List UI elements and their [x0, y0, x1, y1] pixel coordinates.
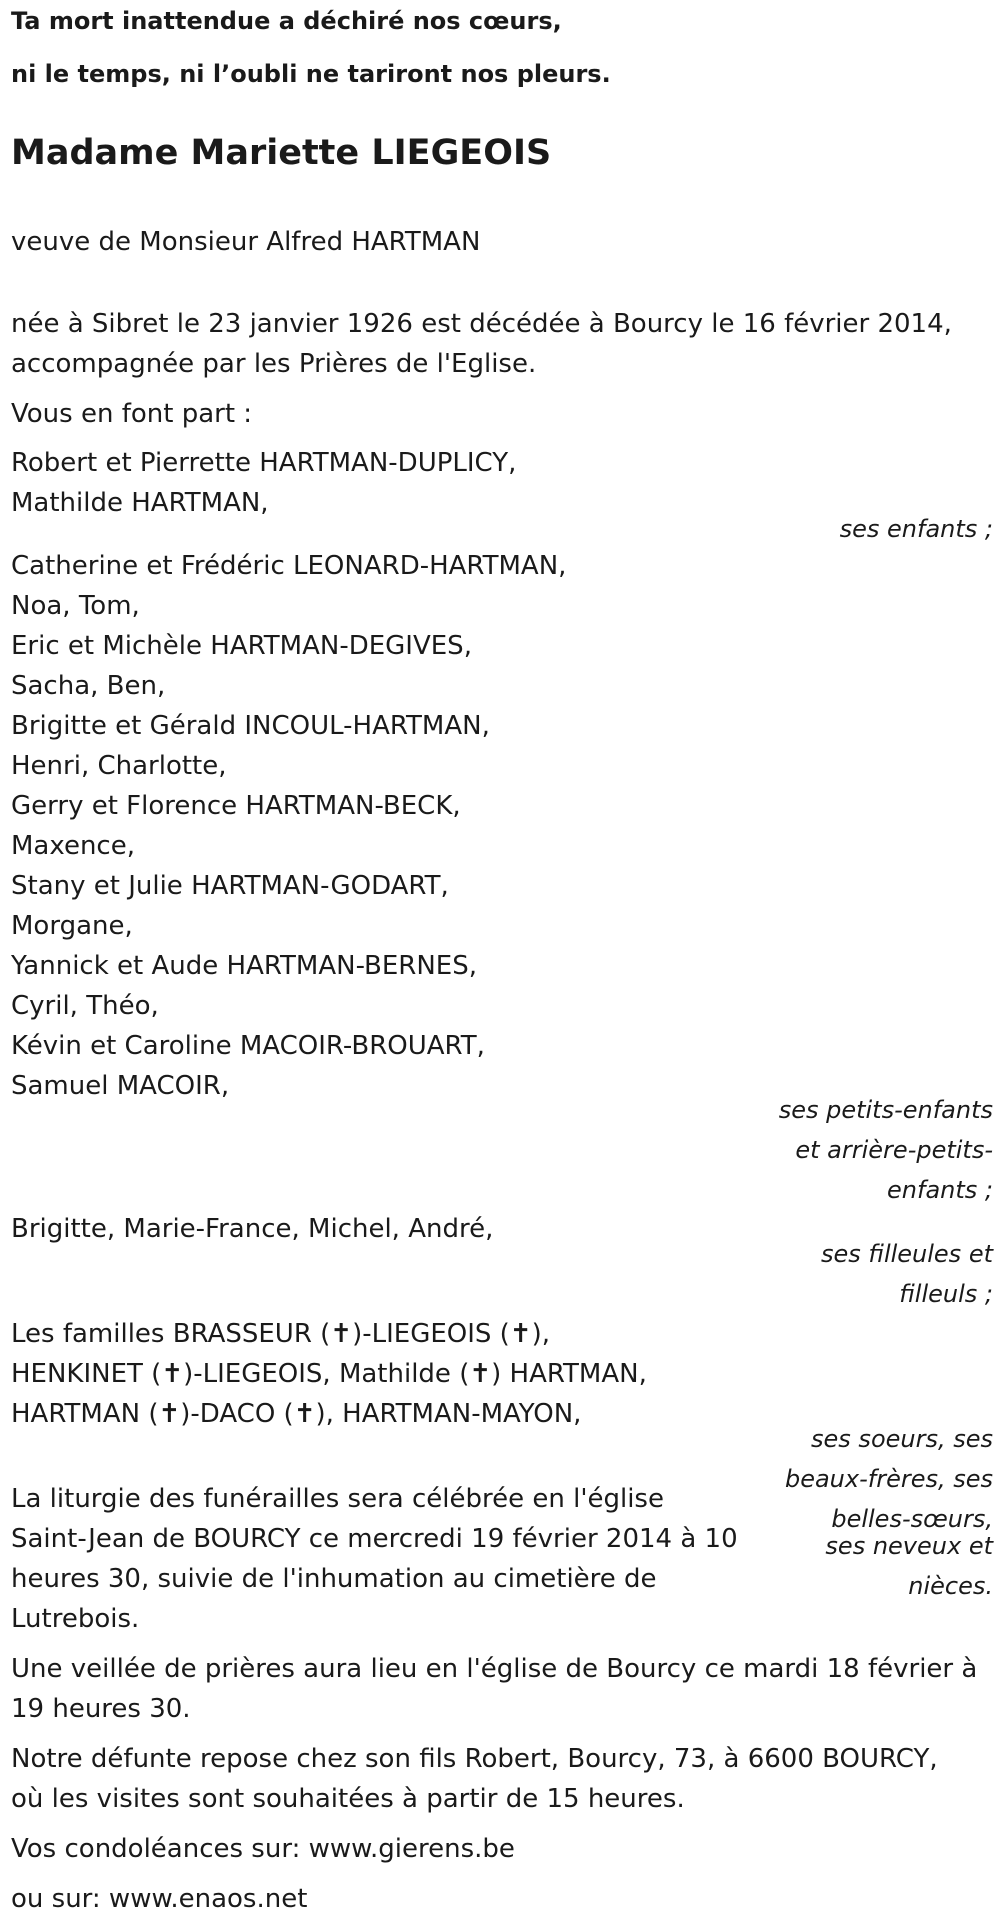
deceased-name: Madame Mariette LIEGEOIS — [11, 133, 552, 173]
grandchildren-name: Brigitte et Gérald INCOUL-HARTMAN, — [11, 711, 490, 741]
funeral-line: Saint-Jean de BOURCY ce mercredi 19 février 2014 à 10 — [11, 1524, 738, 1554]
grandchildren-name: Henri, Charlotte, — [11, 751, 227, 781]
funeral-line: heures 30, suivie de l'inhumation au cimetière de — [11, 1564, 657, 1594]
children-name: Robert et Pierrette HARTMAN-DUPLICY, — [11, 448, 517, 478]
grandchildren-name: Eric et Michèle HARTMAN-DEGIVES, — [11, 631, 472, 661]
grandchildren-name: Maxence, — [11, 831, 135, 861]
families-name: HARTMAN (✝)-DACO (✝), HARTMAN-MAYON, — [11, 1399, 582, 1429]
families-name: HENKINET (✝)-LIEGEOIS, Mathilde (✝) HARTMAN, — [11, 1359, 647, 1389]
poem-line-1: Ta mort inattendue a déchiré nos cœurs, — [11, 7, 562, 35]
rest-line: Notre défunte repose chez son fils Robert, Bourcy, 73, à 6600 BOURCY, — [11, 1744, 938, 1774]
families-relation: ses soeurs, ses — [811, 1425, 993, 1453]
families-relation: nièces. — [908, 1572, 993, 1600]
vigil-line: Une veillée de prières aura lieu en l'église de Bourcy ce mardi 18 février à — [11, 1654, 978, 1684]
announce-line: Vous en font part : — [11, 399, 253, 429]
grandchildren-name: Stany et Julie HARTMAN-GODART, — [11, 871, 449, 901]
grandchildren-name: Sacha, Ben, — [11, 671, 166, 701]
poem-line-2: ni le temps, ni l’oubli ne tariront nos pleurs. — [11, 60, 611, 88]
grandchildren-relation: enfants ; — [887, 1176, 993, 1204]
spouse-line: veuve de Monsieur Alfred HARTMAN — [11, 227, 481, 257]
grandchildren-name: Morgane, — [11, 911, 133, 941]
grandchildren-name: Gerry et Florence HARTMAN-BECK, — [11, 791, 461, 821]
families-relation: ses neveux et — [825, 1532, 993, 1560]
grandchildren-name: Cyril, Théo, — [11, 991, 159, 1021]
grandchildren-relation: et arrière-petits- — [795, 1136, 993, 1164]
families-relation: beaux-frères, ses — [784, 1465, 993, 1493]
godchildren-name: Brigitte, Marie-France, Michel, André, — [11, 1214, 494, 1244]
vigil-line: 19 heures 30. — [11, 1694, 191, 1724]
grandchildren-name: Samuel MACOIR, — [11, 1071, 230, 1101]
birth-death-line-1: née à Sibret le 23 janvier 1926 est décédée à Bourcy le 16 février 2014, — [11, 309, 952, 339]
condolences-line-2: ou sur: www.enaos.net — [11, 1884, 308, 1914]
families-relation: belles-sœurs, — [831, 1505, 993, 1533]
funeral-line: La liturgie des funérailles sera célébrée en l'église — [11, 1484, 664, 1514]
godchildren-relation: filleuls ; — [899, 1280, 993, 1308]
grandchildren-name: Noa, Tom, — [11, 591, 140, 621]
condolences-line-1: Vos condoléances sur: www.gierens.be — [11, 1834, 515, 1864]
grandchildren-name: Yannick et Aude HARTMAN-BERNES, — [11, 951, 478, 981]
children-name: Mathilde HARTMAN, — [11, 488, 269, 518]
birth-death-line-2: accompagnée par les Prières de l'Eglise. — [11, 349, 537, 379]
families-name: Les familles BRASSEUR (✝)-LIEGEOIS (✝), — [11, 1319, 551, 1349]
grandchildren-relation: ses petits-enfants — [778, 1096, 993, 1124]
funeral-line: Lutrebois. — [11, 1604, 140, 1634]
godchildren-relation: ses filleules et — [821, 1240, 993, 1268]
grandchildren-name: Catherine et Frédéric LEONARD-HARTMAN, — [11, 551, 567, 581]
rest-line: où les visites sont souhaitées à partir de 15 heures. — [11, 1784, 685, 1814]
children-relation: ses enfants ; — [839, 515, 993, 543]
grandchildren-name: Kévin et Caroline MACOIR-BROUART, — [11, 1031, 485, 1061]
